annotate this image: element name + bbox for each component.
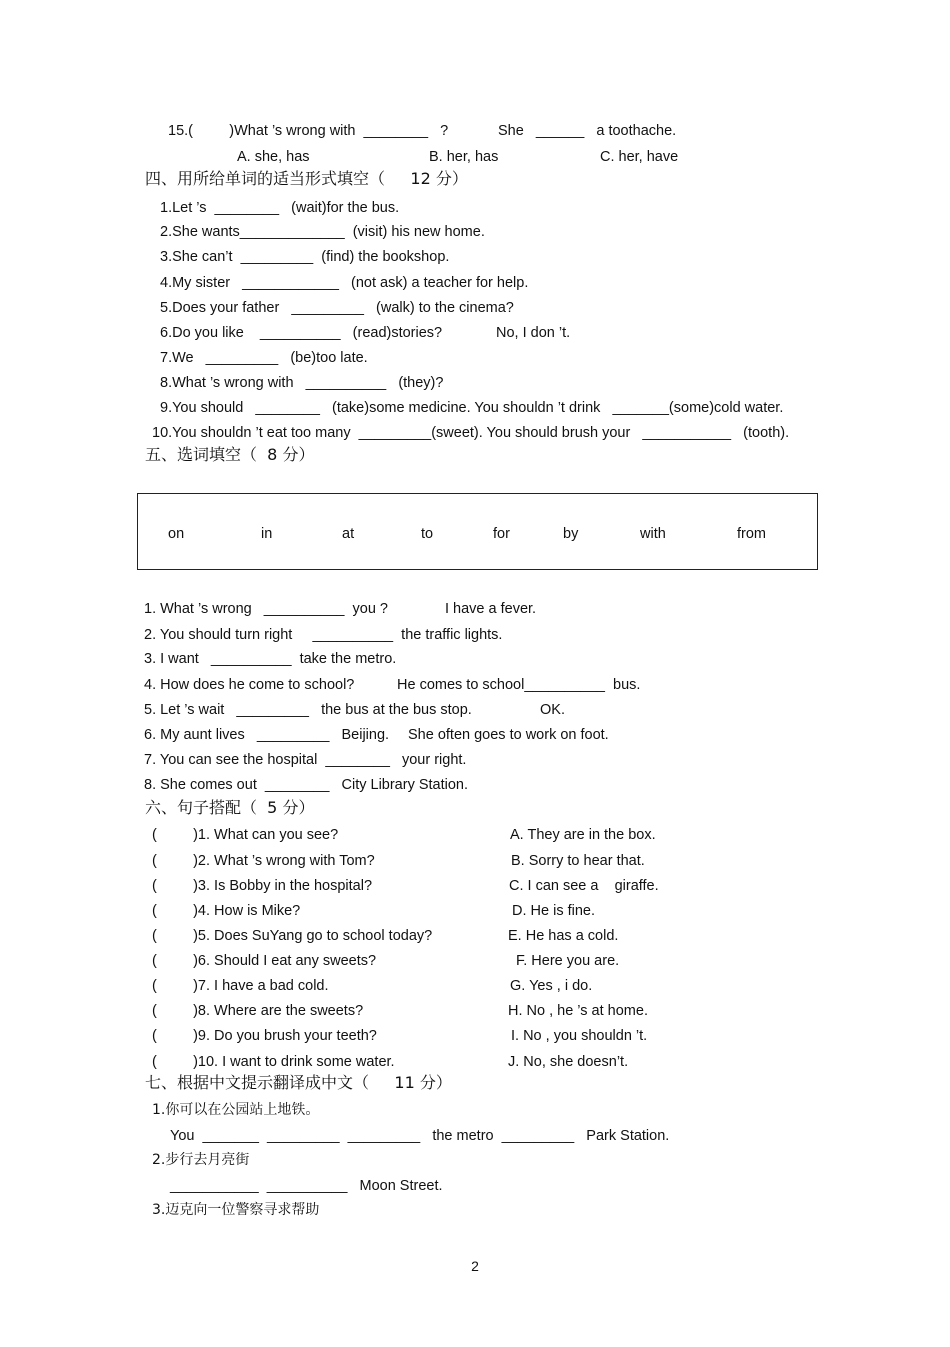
section5-item-3: 3. I want __________ take the metro. <box>144 651 397 667</box>
section5-item-4: 4. How does he come to school? <box>144 677 355 693</box>
section5-item-4-answer: He comes to school__________ bus. <box>397 677 641 693</box>
q15-stem: 15.( )What ’s wrong with ________ ? <box>168 123 449 139</box>
section4-item-6: 6.Do you like __________ (read)stories? <box>160 325 443 341</box>
section7-item-1-prompt: 1.你可以在公园站上地铁。 <box>152 1102 320 1118</box>
match-answer: I. No , you shouldn ’t. <box>511 1028 648 1044</box>
section5-item-1: 1. What ’s wrong __________ you ? <box>144 601 388 617</box>
section5-item-6-answer: She often goes to work on foot. <box>408 727 609 743</box>
section4-item-6-answer: No, I don ’t. <box>496 325 571 341</box>
word-bank-word: to <box>421 526 434 542</box>
section4-item-10: 10.You shouldn ’t eat too many _________(sweet). You should brush your ___________ (tooth). <box>152 425 790 441</box>
match-question: ( )5. Does SuYang go to school today? <box>152 928 433 944</box>
q15-option-b: B. her, has <box>429 149 499 165</box>
match-answer: E. He has a cold. <box>508 928 619 944</box>
section5-item-7: 7. You can see the hospital ________ your right. <box>144 752 467 768</box>
word-bank-word: for <box>493 526 510 542</box>
match-question: ( )6. Should I eat any sweets? <box>152 953 377 969</box>
word-bank-word: from <box>737 526 766 542</box>
match-answer: F. Here you are. <box>516 953 620 969</box>
word-bank-word: by <box>563 526 579 542</box>
section5-item-5: 5. Let ’s wait _________ the bus at the bus stop. <box>144 702 472 718</box>
section7-item-3-prompt: 3.迈克向一位警察寻求帮助 <box>152 1202 320 1218</box>
section4-item-2: 2.She wants_____________ (visit) his new home. <box>160 224 485 240</box>
word-bank-word: on <box>168 526 185 542</box>
q15-option-c: C. her, have <box>600 149 679 165</box>
q15-option-a: A. she, has <box>237 149 310 165</box>
section5-item-1-answer: I have a fever. <box>445 601 537 617</box>
section7-item-2-line: ___________ __________ Moon Street. <box>170 1178 443 1194</box>
match-answer: D. He is fine. <box>512 903 595 919</box>
word-bank-box <box>137 493 818 570</box>
match-answer: B. Sorry to hear that. <box>511 853 645 869</box>
word-bank-word: in <box>261 526 273 542</box>
section4-item-1: 1.Let ’s ________ (wait)for the bus. <box>160 200 400 216</box>
match-question: ( )8. Where are the sweets? <box>152 1003 364 1019</box>
section6-title: 六、句子搭配（ 5 分） <box>145 798 315 817</box>
section5-item-6: 6. My aunt lives _________ Beijing. <box>144 727 390 743</box>
section4-title: 四、用所给单词的适当形式填空（ 12 分） <box>145 169 468 188</box>
word-bank-word: at <box>342 526 355 542</box>
section7-item-2-prompt: 2.步行去月亮街 <box>152 1152 250 1168</box>
match-question: ( )4. How is Mike? <box>152 903 301 919</box>
match-question: ( )7. I have a bad cold. <box>152 978 329 994</box>
section5-item-8: 8. She comes out ________ City Library Station. <box>144 777 469 793</box>
section5-item-5-answer: OK. <box>540 702 565 718</box>
section4-item-4: 4.My sister ____________ (not ask) a teacher for help. <box>160 275 529 291</box>
q15-answer: She ______ a toothache. <box>498 123 677 139</box>
match-question: ( )10. I want to drink some water. <box>152 1054 395 1070</box>
section4-item-9: 9.You should ________ (take)some medicine. You shouldn ’t drink _______(some)cold water. <box>160 400 784 416</box>
match-question: ( )9. Do you brush your teeth? <box>152 1028 377 1044</box>
match-question: ( )2. What ’s wrong with Tom? <box>152 853 375 869</box>
section4-item-8: 8.What ’s wrong with __________ (they)? <box>160 375 444 391</box>
page-number: 2 <box>471 1258 479 1274</box>
section4-item-5: 5.Does your father _________ (walk) to the cinema? <box>160 300 514 316</box>
section4-item-3: 3.She can’t _________ (find) the bookshop. <box>160 249 450 265</box>
match-answer: J. No, she doesn’t. <box>508 1054 629 1070</box>
match-question: ( )3. Is Bobby in the hospital? <box>152 878 373 894</box>
match-answer: A. They are in the box. <box>510 827 656 843</box>
match-answer: G. Yes , i do. <box>510 978 593 994</box>
section4-item-7: 7.We _________ (be)too late. <box>160 350 368 366</box>
section7-item-1-line: You _______ _________ _________ the metro _________ Park Station. <box>170 1128 670 1144</box>
match-answer: H. No , he ’s at home. <box>508 1003 648 1019</box>
word-bank-word: with <box>640 526 666 542</box>
match-question: ( )1. What can you see? <box>152 827 339 843</box>
section5-item-2: 2. You should turn right __________ the traffic lights. <box>144 627 503 643</box>
match-answer: C. I can see a giraffe. <box>509 878 659 894</box>
section7-title: 七、根据中文提示翻译成中文（ 11 分） <box>145 1073 452 1092</box>
section5-title: 五、选词填空（ 8 分） <box>145 445 315 464</box>
